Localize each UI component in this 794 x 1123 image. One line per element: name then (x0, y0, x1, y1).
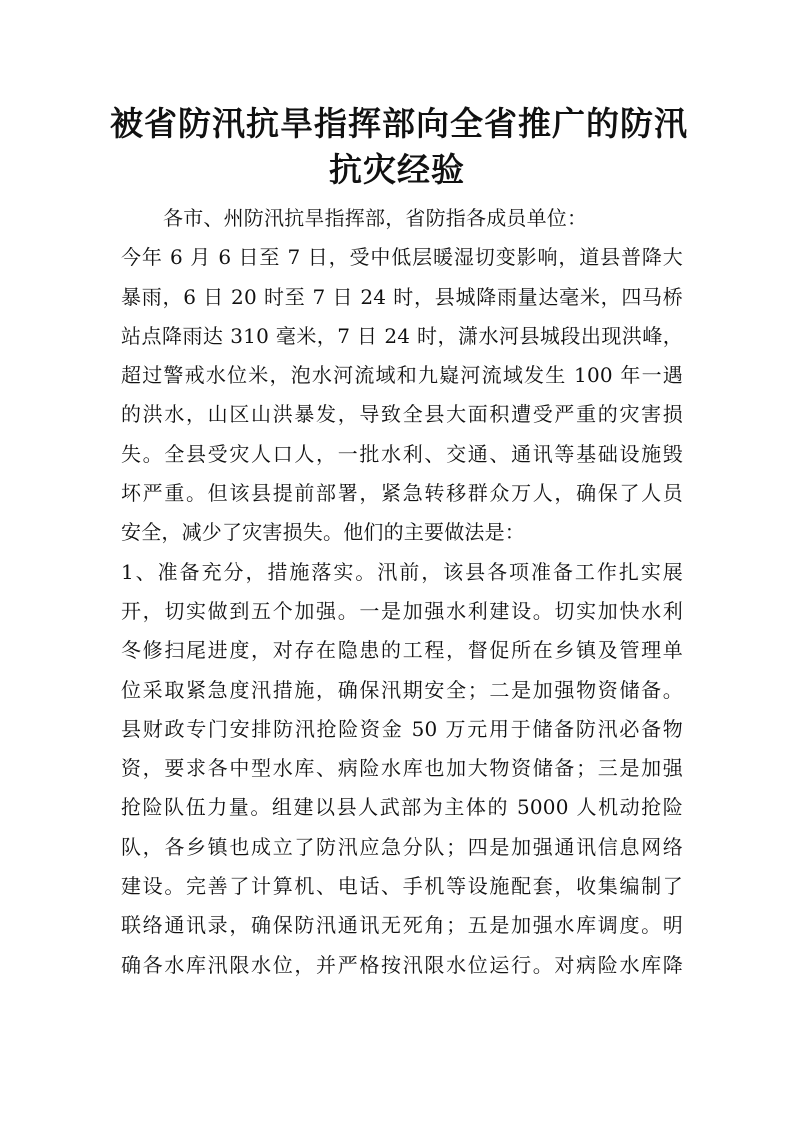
body-line: 资，要求各中型水库、病险水库也加大物资储备；三是加强 (121, 756, 683, 781)
body-line: 的洪水，山区山洪暴发，导致全县大面积遭受严重的灾害损 (121, 402, 683, 427)
body-line: 联络通讯录，确保防汛通讯无死角；五是加强水库调度。明 (121, 913, 683, 938)
document-body (121, 199, 683, 985)
body-line: 坏严重。但该县提前部署，紧急转移群众万人，确保了人员 (121, 481, 683, 506)
body-line: 位采取紧急度汛措施，确保汛期安全；二是加强物资储备。 (121, 677, 683, 702)
body-line: 县财政专门安排防汛抢险资金 50 万元用于储备防汛必备物 (121, 716, 683, 741)
body-line: 站点降雨达 310 毫米，7 日 24 时，潇水河县城段出现洪峰， (121, 323, 683, 348)
body-line: 建设。完善了计算机、电话、手机等设施配套，收集编制了 (121, 874, 683, 899)
body-line: 安全，减少了灾害损失。他们的主要做法是： (121, 520, 525, 545)
body-line: 今年 6 月 6 日至 7 日，受中低层暖湿切变影响，道县普降大 (121, 245, 683, 270)
body-line: 冬修扫尾进度，对存在隐患的工程，督促所在乡镇及管理单 (121, 638, 683, 663)
title-line: 抗灾经验 (329, 150, 465, 189)
body-line: 1、准备充分，措施落实。汛前，该县各项准备工作扎实展 (121, 559, 683, 584)
document-title (110, 101, 688, 193)
body-line: 失。全县受灾人口人，一批水利、交通、通讯等基础设施毁 (121, 441, 683, 466)
salutation-line: 各市、州防汛抗旱指挥部，省防指各成员单位： (163, 206, 588, 230)
body-line: 暴雨，6 日 20 时至 7 日 24 时，县城降雨量达毫米，四马桥 (121, 284, 683, 309)
body-line: 超过警戒水位米，泡水河流域和九嶷河流域发生 100 年一遇 (121, 363, 683, 388)
body-line: 开，切实做到五个加强。一是加强水利建设。切实加快水利 (121, 598, 683, 623)
body-line: 确各水库汛限水位，并严格按汛限水位运行。对病险水库降 (121, 952, 683, 977)
body-line: 抢险队伍力量。组建以县人武部为主体的 5000 人机动抢险 (121, 795, 683, 820)
body-line: 队，各乡镇也成立了防汛应急分队；四是加强通讯信息网络 (121, 834, 683, 859)
title-line: 被省防汛抗旱指挥部向全省推广的防汛 (110, 104, 688, 143)
